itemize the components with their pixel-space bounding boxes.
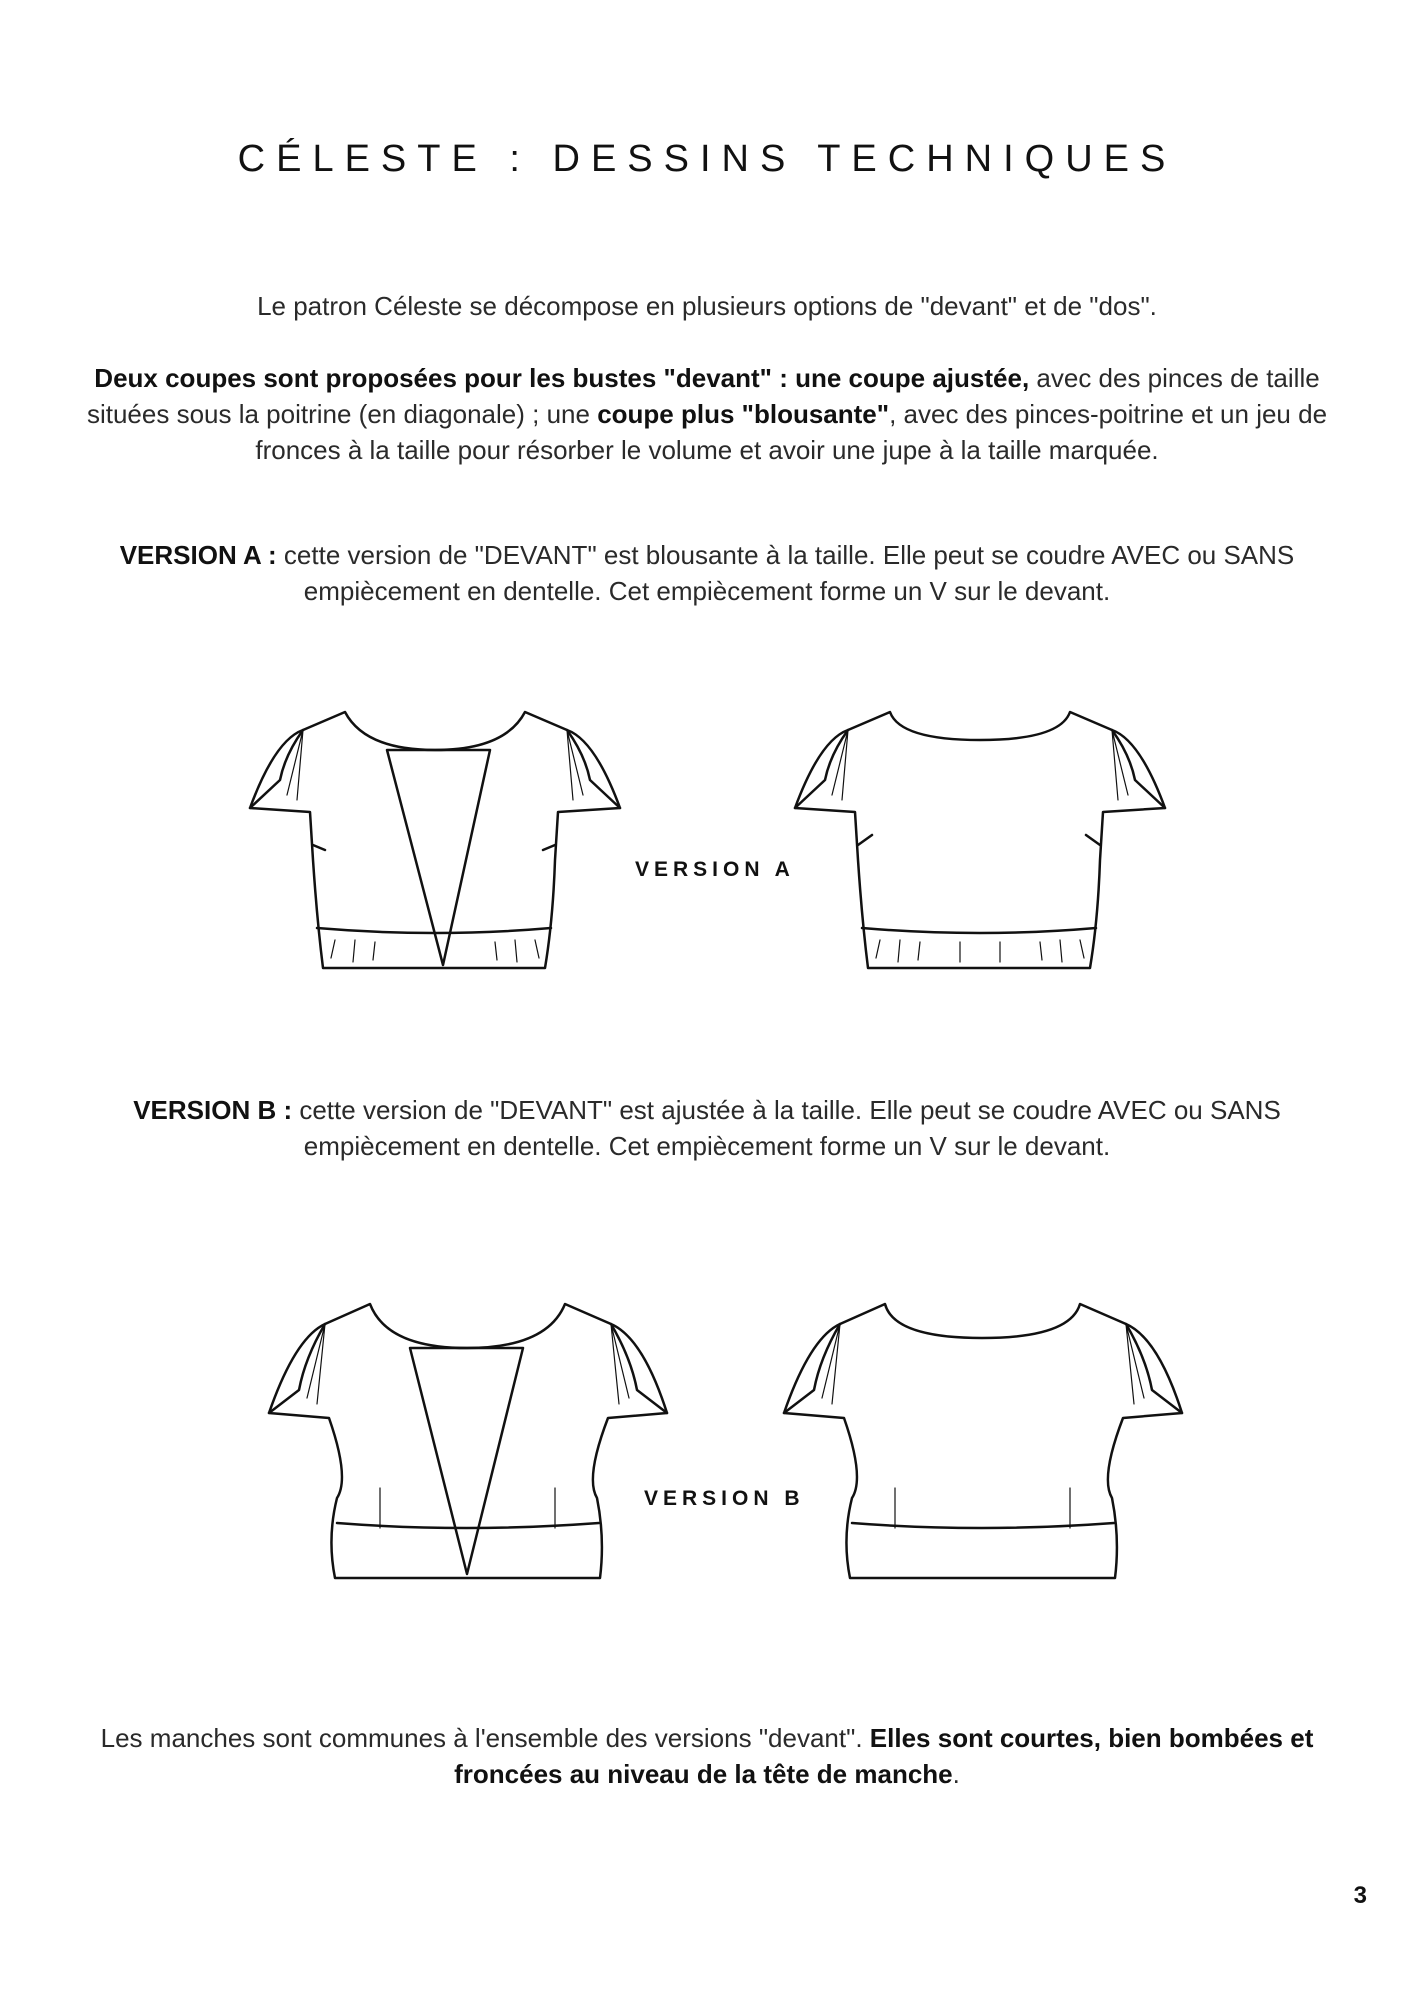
version-b-back-drawing <box>780 1298 1190 1588</box>
version-a-back-drawing <box>790 700 1190 980</box>
coupes-mid: avec des pinces de taille situées sous la poitrine (en diagonale) ; une <box>86 363 1320 429</box>
manches-end: . <box>952 1759 960 1789</box>
page-title: CÉLESTE : DESSINS TECHNIQUES <box>237 138 1177 180</box>
manches-paragraph <box>80 1720 1334 1792</box>
version-a-text: cette version de "DEVANT" est blousante à la taille. Elle peut se coudre AVEC ou SANS empiècement en dentelle. Cet empiècement forme un V sur le devant. <box>276 540 1295 606</box>
version-b-text: cette version de "DEVANT" est ajustée à la taille. Elle peut se coudre AVEC ou SANS empiècement en dentelle. Cet empiècement forme un V sur le devant. <box>292 1095 1281 1161</box>
coupes-tail: , avec des pinces-poitrine et un jeu de fronces à la taille pour résorber le volume et avoir une jupe à la taille marquée. <box>255 399 1328 465</box>
page-number: 3 <box>1353 1882 1367 1909</box>
coupes-paragraph <box>80 360 1334 468</box>
version-b-paragraph <box>80 1092 1334 1164</box>
version-a-front-drawing <box>245 700 645 980</box>
version-a-paragraph <box>80 537 1334 609</box>
version-b-front-drawing <box>265 1298 675 1588</box>
manches-text: Les manches sont communes à l'ensemble des versions "devant". <box>100 1723 870 1753</box>
coupes-lead: Deux coupes sont proposées pour les bustes "devant" : une coupe ajustée, <box>94 363 1030 393</box>
version-b-label: VERSION B <box>644 1487 805 1510</box>
version-a-label: VERSION A <box>635 858 795 881</box>
version-b-heading: VERSION B : <box>133 1095 293 1125</box>
intro-paragraph: Le patron Céleste se décompose en plusieurs options de "devant" et de "dos". <box>257 291 1157 321</box>
manches-bold: Elles sont courtes, bien bombées et froncées au niveau de la tête de manche <box>454 1723 1314 1789</box>
version-a-heading: VERSION A : <box>119 540 277 570</box>
coupes-bold: coupe plus "blousante" <box>597 399 890 429</box>
